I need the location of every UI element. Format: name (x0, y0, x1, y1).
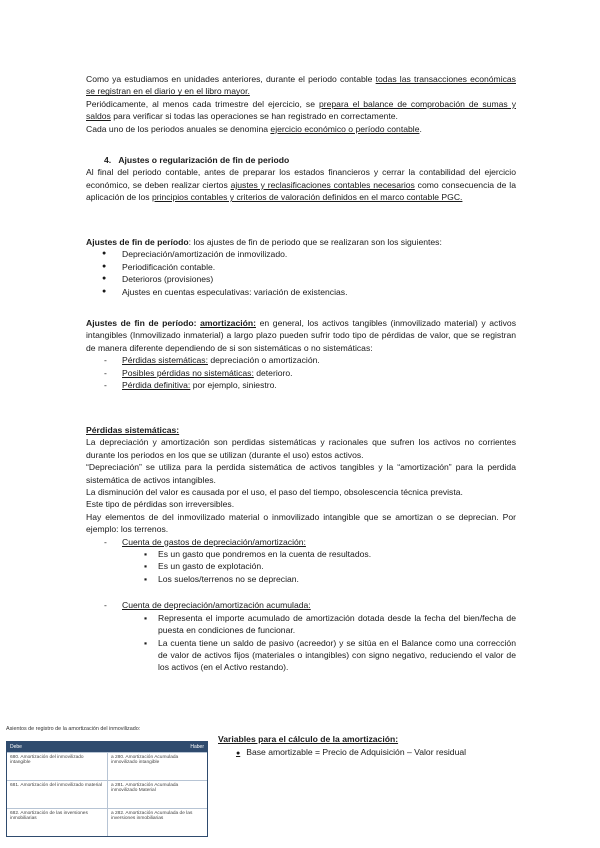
perdidas-block (86, 424, 516, 674)
list-item (86, 379, 516, 391)
item-text: depreciación o amortización. (207, 355, 320, 366)
acumulada-heading-text: Cuenta de depreciación/amortización acumulada: (122, 600, 311, 611)
list-item (86, 354, 516, 366)
section-heading: 4. Ajustes o regularización de fin de periodo (104, 155, 290, 165)
gastos-heading (86, 536, 516, 548)
list-item: ● Ajustes en cuentas especulativas: variación de existencias. (86, 286, 516, 298)
list-item: ▪ La cuenta tiene un saldo de pasivo (acreedor) y se sitúa en el Balance como una corrección de valor de activos fijos (materiales o intangibles) con signo negativo, reduciendo el valor de los activos (en el Activo restando). (86, 637, 516, 674)
intro-text: Periódicamente, al menos cada trimestre del ejercicio, se (86, 98, 319, 109)
perdidas-heading-text: Pérdidas sistemáticas: (86, 425, 180, 435)
section-text: como consecuencia de la aplicación de los (86, 179, 516, 203)
intro-paragraph-1 (86, 73, 516, 98)
row-right: 282. Amortización Acumulada de las inversiones inmobiliarias (111, 811, 193, 821)
variables-item-text: Base amortizable = Precio de Adquisición – Valor residual (246, 747, 467, 757)
ajustes-list (86, 248, 516, 298)
table-cell (108, 809, 207, 836)
table-header (7, 742, 207, 752)
perdidas-p4: Este tipo de pérdidas son irreversibles. (86, 499, 235, 510)
bullet-icon: ● (236, 750, 241, 757)
item-text: deterioro. (253, 367, 293, 378)
intro-text: Como ya estudiamos en unidades anteriores, durante el periodo contable (86, 74, 376, 84)
intro-underlined: ejercicio económico o período contable (270, 123, 420, 134)
amortizacion-label: Ajustes de fin de período: (86, 318, 201, 328)
list-item: ▪ Es un gasto de explotación. (86, 560, 516, 572)
item-underlined: Pérdidas sistemáticas: (122, 355, 208, 366)
table-cell (108, 781, 207, 808)
item-text: por ejemplo, siniestro. (190, 380, 277, 391)
row-mark: a (111, 811, 114, 816)
table-cell: 680. Amortización del inmovilizado intangible (7, 753, 108, 780)
section-underlined: ajustes y reclasificaciones contables necesarios (230, 179, 415, 190)
amortizacion-label-underlined: amortización: (200, 318, 256, 328)
row-right: 281. Amortización Acumulada inmovilizado Material (111, 783, 179, 793)
table-row (7, 808, 207, 836)
list-item: ▪ Los suelos/terrenos no se deprecian. (86, 573, 516, 585)
perdidas-p3: La disminución del valor es causada por el uso, el paso del tiempo, obsolescencia técnica prevista. (86, 487, 463, 498)
section-paragraph (86, 166, 516, 203)
intro-text: para verificar si todas las operaciones se han registrado en correctamente. (110, 111, 398, 122)
perdidas-p5: Hay elementos de del inmovilizado material o inmovilizado intangible que se amortizan o se deprecian. Por ejemplo: los terrenos. (86, 511, 516, 535)
asientos-table (6, 741, 208, 837)
table-row (7, 752, 207, 780)
list-item: ● Periodificación contable. (86, 261, 516, 273)
list-item: ● Depreciación/amortización de inmovilizado. (86, 248, 516, 260)
gastos-heading-text: Cuenta de gastos de depreciación/amortización: (122, 536, 306, 547)
perdidas-list (86, 354, 516, 391)
intro-block (86, 73, 516, 135)
gastos-list (86, 548, 516, 585)
item-underlined: Pérdida definitiva: (122, 380, 191, 391)
perdidas-heading (86, 424, 516, 436)
intro-paragraph-2 (86, 98, 516, 123)
col-haber: Haber (190, 744, 204, 750)
item-underlined: Posibles pérdidas no sistemáticas: (122, 367, 254, 378)
amortizacion-text: en general, los activos tangibles (inmovilizado material) y activos intangibles (Inmovilizado inmaterial) a largo plazo pueden sufrir todo tipo de pérdidas de valor, que se registran de manera diferente dependiendo de si son sistemáticas o no sistemáticas: (86, 318, 516, 353)
list-item: ▪ Es un gasto que pondremos en la cuenta de resultados. (86, 548, 516, 560)
row-right: 280. Amortización Acumulada inmovilizado intangible (111, 755, 179, 765)
intro-text: . (419, 123, 422, 134)
list-item: ▪ Representa el importe acumulado de amortización dotada desde la fecha del bien/fecha de puesta en condiciones de funcionar. (86, 612, 516, 637)
section-4 (86, 154, 516, 204)
acumulada-heading (86, 599, 516, 611)
variables-item (236, 747, 466, 757)
col-debe: Debe (10, 744, 22, 750)
variables-title: Variables para el cálculo de la amortización: (218, 734, 399, 744)
row-mark: a (111, 755, 114, 760)
ajustes-label: Ajustes de fin de período (86, 237, 189, 247)
intro-text: Cada uno de los periodos anuales se denomina (86, 123, 271, 134)
section-underlined: principios contables y criterios de valoración definidos en el marco contable PGC. (151, 192, 463, 203)
intro-underlined: todas las transacciones económicas se registran en el diario y en el libro mayor. (86, 74, 516, 97)
table-cell: 681. Amortización del inmovilizado material (7, 781, 108, 808)
table-row (7, 780, 207, 808)
perdidas-p1: La depreciación y amortización son perdidas sistemáticas y racionales que sufren los activos no corrientes durante los periodos en los que se utilizan (durante el uso) estos activos. (86, 437, 516, 460)
intro-paragraph-3 (86, 123, 516, 135)
acumulada-list (86, 612, 516, 674)
ajustes-intro (86, 236, 516, 248)
list-item (86, 367, 516, 379)
table-cell (108, 753, 207, 780)
ajustes-text: : los ajustes de fin de periodo que se realizaran son los siguientes: (188, 237, 442, 247)
amortizacion-block (86, 317, 516, 391)
amortizacion-paragraph (86, 317, 516, 354)
list-item: ● Deterioros (provisiones) (86, 273, 516, 285)
row-mark: a (111, 783, 114, 788)
section-text: Al final del periodo contable, antes de preparar los estados financieros y cerrar la contabilidad del ejercicio económico, se deben realizar ciertos (86, 167, 516, 190)
ajustes-block (86, 236, 516, 298)
perdidas-p2: “Depreciación” se utiliza para la perdida sistemática de activos tangibles y la “amortización” para la perdida sistemática de activos intangibles. (86, 462, 516, 485)
table-cell: 682. Amortización de las inversiones inmobiliarias (7, 809, 108, 836)
table-caption: Asientos de registro de la amortización del inmovilizado: (6, 726, 141, 732)
intro-underlined: prepara el balance de comprobación de sumas y saldos (86, 98, 516, 122)
